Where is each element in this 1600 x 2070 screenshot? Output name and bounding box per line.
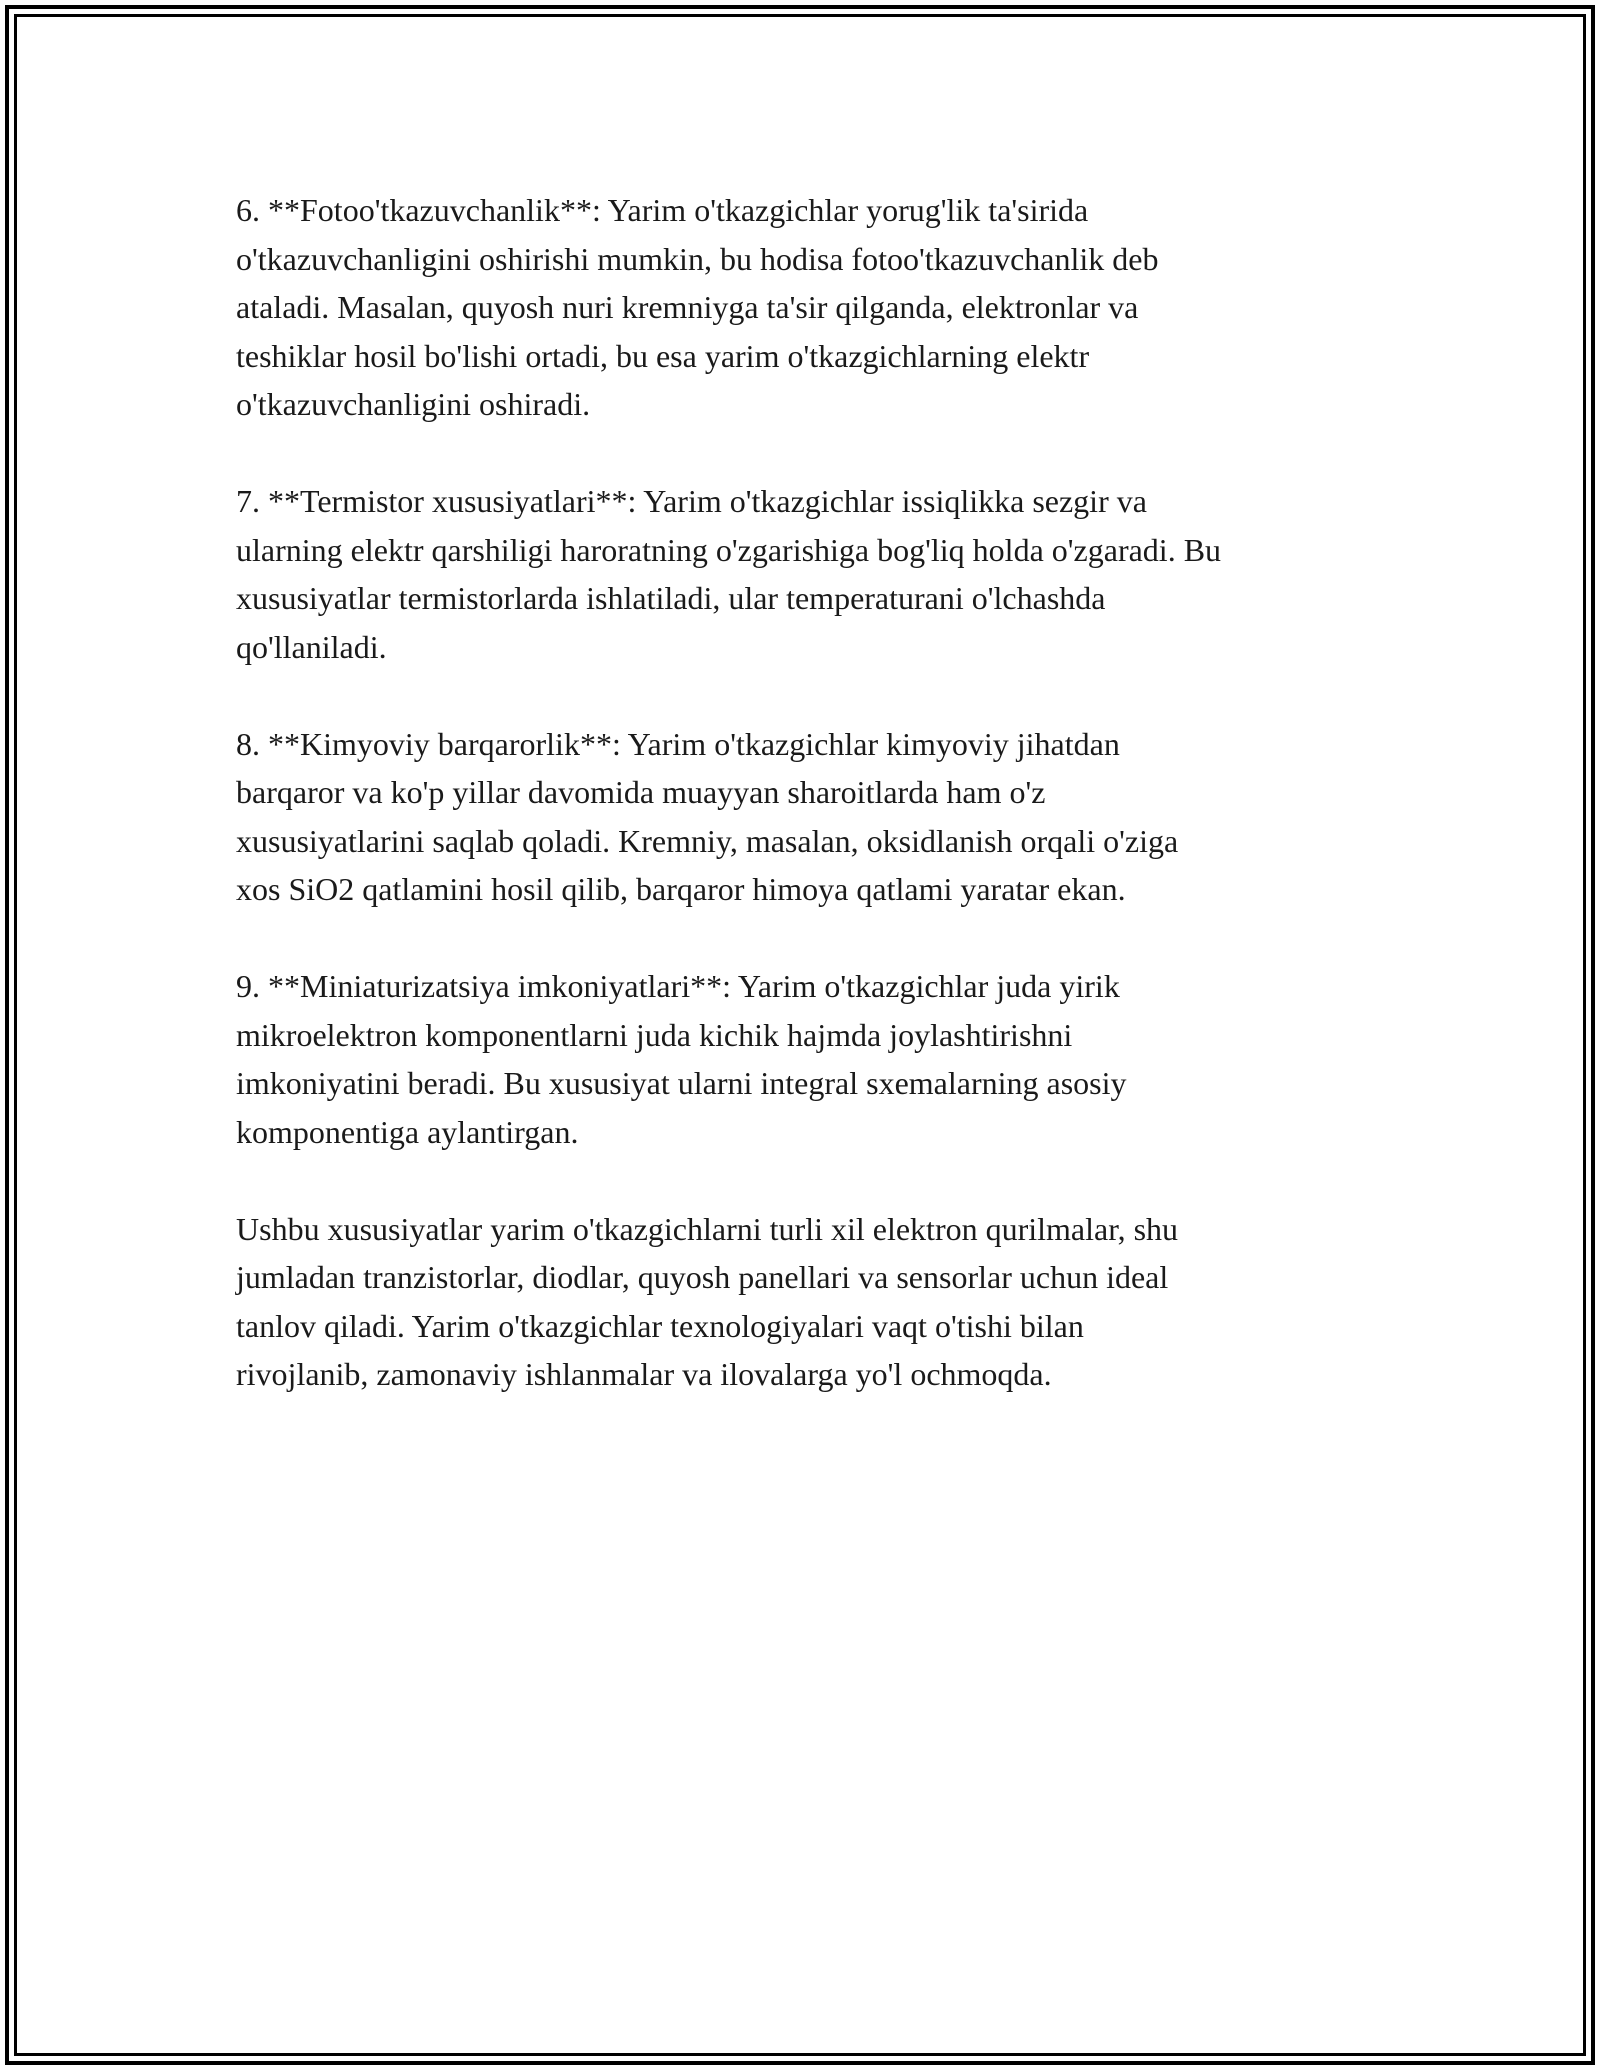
paragraph-photoconductivity: 6. **Fotoo'tkazuvchanlik**: Yarim o'tkazgichlar yorug'lik ta'sirida o'tkazuvchanligini oshirishi mumkin, bu hodisa fotoo'tkazuvchanlik deb ataladi. Masalan, quyosh nuri kremniyga ta'sir qilganda, elektronlar va teshiklar hosil bo'lishi ortadi, bu esa yarim o'tkazgichlarning elektr o'tkazuvchanligini oshiradi. [236,192,1159,422]
paragraph-thermistor: 7. **Termistor xususiyatlari**: Yarim o'tkazgichlar issiqlikka sezgir va ularning elektr qarshiligi haroratning o'zgarishiga bog'liq holda o'zgaradi. Bu xususiyatlar termistorlarda ishlatiladi, ular temperaturani o'lchashda qo'llaniladi. [236,483,1222,665]
paragraph-chemical-stability: 8. **Kimyoviy barqarorlik**: Yarim o'tkazgichlar kimyoviy jihatdan barqaror va ko'p yillar davomida muayyan sharoitlarda ham o'z xususiyatlarini saqlab qoladi. Kremniy, masalan, oksidlanish orqali o'ziga xos SiO2 qatlamini hosil qilib, barqaror himoya qatlami yaratar ekan. [236,725,1179,907]
document-body [236,186,1386,1447]
paragraph-conclusion: Ushbu xususiyatlar yarim o'tkazgichlarni turli xil elektron qurilmalar, shu jumladan tranzistorlar, diodlar, quyosh panellari va sensorlar uchun ideal tanlov qiladi. Yarim o'tkazgichlar texnologiyalari vaqt o'tishi bilan rivojlanib, zamonaviy ishlanmalar va ilovalarga yo'l ochmoqda. [236,1210,1179,1392]
paragraph-miniaturization: 9. **Miniaturizatsiya imkoniyatlari**: Yarim o'tkazgichlar juda yirik mikroelektron komponentlarni juda kichik hajmda joylashtirishni imkoniyatini beradi. Bu xususiyat ularni integral sxemalarning asosiy komponentiga aylantirgan. [236,968,1127,1150]
